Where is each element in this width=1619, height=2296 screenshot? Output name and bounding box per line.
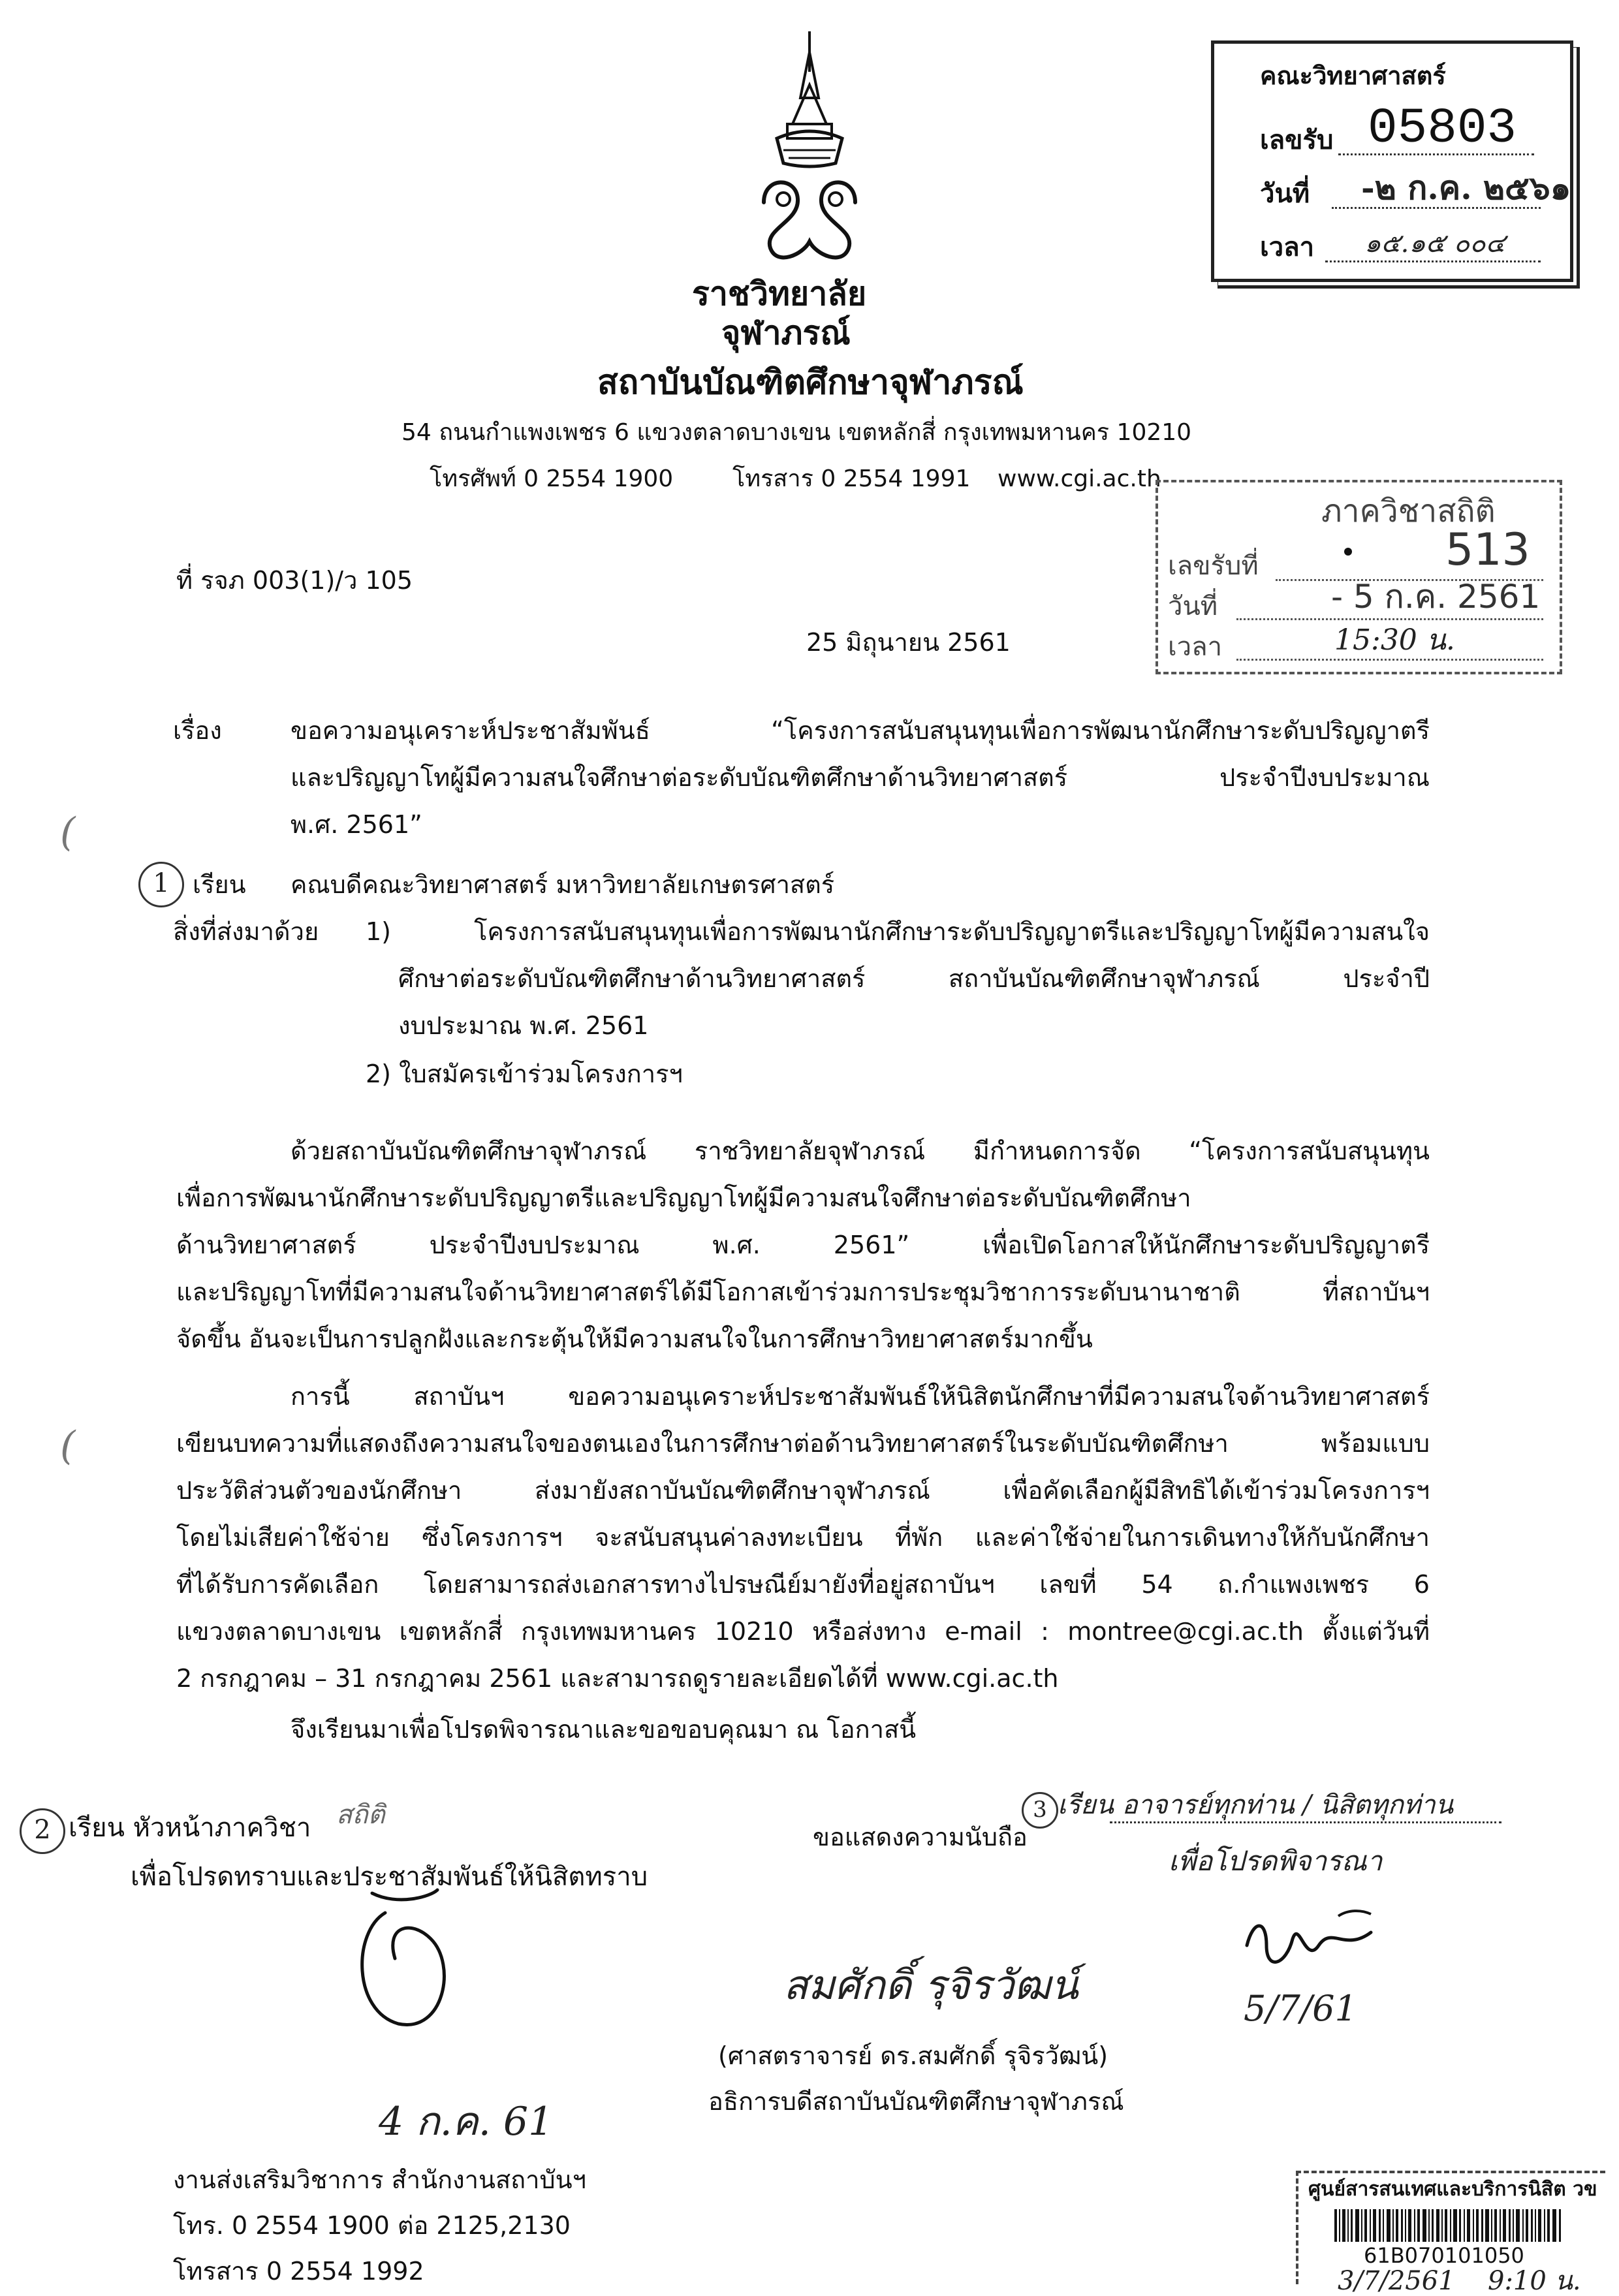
body-paragraph-2-line: ที่ได้รับการคัดเลือก โดยสามารถส่งเอกสารทางไปรษณีย์มายังที่อยู่สถาบันฯ เลขที่ 54 ถ.กำแพงเพชร 6 — [176, 1570, 1430, 1599]
body-paragraph-1-line: ด้านวิทยาศาสตร์ ประจำปีงบประมาณ พ.ศ. 2561” เพื่อเปิดโอกาสให้นักศึกษาระดับปริญญาตรี — [176, 1231, 1430, 1259]
department-receipt-stamp — [1155, 480, 1562, 674]
body-paragraph-2-line: โดยไม่เสียค่าใช้จ่าย ซึ่งโครงการฯ จะสนับสนุนค่าลงทะเบียน ที่พัก และค่าใช้จ่ายในการเดินทางให้กับนักศึกษา — [176, 1523, 1430, 1552]
letterhead-website: www.cgi.ac.th — [998, 465, 1161, 492]
letterhead-address: 54 ถนนกำแพงเพชร 6 แขวงตลาดบางเขน เขตหลักสี่ กรุงเทพมหานคร 10210 — [401, 419, 1192, 446]
annotation-circle-1-number: 1 — [153, 868, 170, 898]
regards: ขอแสดงความนับถือ — [813, 1823, 1028, 1851]
stamp-faculty-title: คณะวิทยาศาสตร์ — [1260, 61, 1446, 90]
stamp-dept-time-label: เวลา — [1168, 632, 1223, 662]
body-paragraph-1-line: ด้วยสถาบันบัณฑิตศึกษาจุฬาภรณ์ ราชวิทยาลัยจุฬาภรณ์ มีกำหนดการจัด “โครงการสนับสนุนทุน — [291, 1137, 1430, 1165]
faculty-receipt-stamp — [1211, 40, 1573, 282]
body-paragraph-1-line: จัดขึ้น อันจะเป็นการปลูกฝังและกระตุ้นให้มีความสนใจในการศึกษาวิทยาศาสตร์มากขึ้น — [176, 1325, 1093, 1353]
annotation-2-date: 4 ก.ค. 61 — [379, 2099, 554, 2145]
subject-line: พ.ศ. 2561” — [291, 810, 422, 839]
stamp-faculty-date-label: วันที่ — [1260, 179, 1310, 209]
crest-emblem — [738, 26, 881, 274]
barcode-stamp-title: ศูนย์สารสนเทศและบริการนิสิต วข — [1308, 2178, 1597, 2201]
annotation-2-line2: เพื่อโปรดทราบและประชาสัมพันธ์ให้นิสิตทราบ — [131, 1862, 648, 1892]
enclosure-1-line: งบประมาณ พ.ศ. 2561 — [398, 1011, 649, 1040]
closing-line: จึงเรียนมาเพื่อโปรดพิจารณาและขอขอบคุณมา ณ โอกาสนี้ — [291, 1715, 917, 1744]
enclosure-1-line: ศึกษาต่อระดับบัณฑิตศึกษาด้านวิทยาศาสตร์ สถาบันบัณฑิตศึกษาจุฬาภรณ์ ประจำปี — [398, 964, 1430, 993]
stamp-dept-date: - 5 ก.ค. 2561 — [1331, 578, 1541, 616]
signer-title: อธิการบดีสถาบันบัณฑิตศึกษาจุฬาภรณ์ — [708, 2087, 1124, 2116]
barcode-stamp-date: 3/7/2561 — [1338, 2266, 1455, 2296]
annotation-2-scrawl: สถิติ — [336, 1800, 385, 1830]
margin-bracket-mark: ( — [60, 810, 76, 855]
annotation-circle-1 — [138, 862, 184, 907]
annotation-circle-3 — [1022, 1792, 1058, 1829]
letterhead-institute: สถาบันบัณฑิตศึกษาจุฬาภรณ์ — [597, 363, 1024, 402]
stamp-faculty-date: -๒ ก.ค. ๒๕๖๑ — [1361, 168, 1571, 207]
annotation-circle-3-number: 3 — [1033, 1797, 1047, 1823]
letterhead-line2: จุฬาภรณ์ — [721, 314, 851, 352]
annotation-3-line2: เพื่อโปรดพิจารณา — [1169, 1845, 1383, 1877]
annotation-3-line1: เรียน อาจารย์ทุกท่าน / นิสิตทุกท่าน — [1058, 1790, 1454, 1820]
body-paragraph-1-line: เพื่อการพัฒนานักศึกษาระดับปริญญาตรีและปริญญาโทผู้มีความสนใจศึกษาต่อระดับบัณฑิตศึกษา — [176, 1184, 1191, 1212]
document-date: 25 มิถุนายน 2561 — [806, 628, 1011, 657]
annotation-2-signature — [339, 1887, 483, 2037]
stamp-faculty-time: ๑๕.๑๕ ๐๐๔ — [1364, 228, 1505, 259]
annotation-circle-2 — [20, 1808, 65, 1854]
barcode-stamp-time: 9:10 น. — [1488, 2266, 1581, 2296]
enclosure-2: 2) ใบสมัครเข้าร่วมโครงการฯ — [366, 1060, 683, 1088]
subject-label: เรื่อง — [173, 716, 222, 745]
barcode-stamp — [1296, 2171, 1605, 2296]
contact-line: โทร. 0 2554 1900 ต่อ 2125,2130 — [173, 2211, 571, 2240]
stamp-faculty-number: 05803 — [1368, 101, 1517, 157]
rector-signature: สมศักดิ์ รุจิรวัฒน์ — [783, 1961, 1078, 2009]
barcode-graphic — [1334, 2209, 1563, 2242]
stamp-dept-date-label: วันที่ — [1168, 591, 1218, 621]
stamp-faculty-number-label: เลขรับ — [1260, 125, 1334, 155]
annotation-circle-2-number: 2 — [34, 1815, 51, 1845]
body-paragraph-2-line: แขวงตลาดบางเขน เขตหลักสี่ กรุงเทพมหานคร 10210 หรือส่งทาง e-mail : montree@cgi.ac.th ตั้งแต่วันที่ — [176, 1617, 1430, 1646]
stamp-dept-number: 513 — [1445, 524, 1530, 576]
annotation-3-signature — [1240, 1906, 1384, 1978]
body-paragraph-2-line: การนี้ สถาบันฯ ขอความอนุเคราะห์ประชาสัมพันธ์ให้นิสิตนักศึกษาที่มีความสนใจด้านวิทยาศาสตร์ — [291, 1382, 1430, 1411]
stamp-faculty-time-label: เวลา — [1260, 232, 1315, 262]
margin-bracket-mark: ( — [60, 1423, 76, 1469]
barcode-code: 61B070101050 — [1364, 2243, 1524, 2268]
body-paragraph-2-line: ประวัติส่วนตัวของนักศึกษา ส่งมายังสถาบันบัณฑิตศึกษาจุฬาภรณ์ เพื่อคัดเลือกผู้มีสิทธิได้เข้าร่วมโครงการฯ — [176, 1476, 1430, 1505]
letterhead-fax: โทรสาร 0 2554 1991 — [732, 465, 971, 492]
signer-name: (ศาสตราจารย์ ดร.สมศักดิ์ รุจิรวัฒน์) — [718, 2041, 1108, 2070]
contact-line: งานส่งเสริมวิชาการ สำนักงานสถาบันฯ — [173, 2165, 586, 2194]
enclosure-label: สิ่งที่ส่งมาด้วย — [173, 917, 319, 946]
annotation-3-date: 5/7/61 — [1244, 1988, 1357, 2029]
document-reference: ที่ รจภ 003(1)/ว 105 — [176, 566, 413, 595]
stamp-dept-time: 15:30 น. — [1334, 623, 1455, 657]
to-recipient: คณบดีคณะวิทยาศาสตร์ มหาวิทยาลัยเกษตรศาสตร์ — [291, 870, 835, 899]
subject-line: และปริญญาโทผู้มีความสนใจศึกษาต่อระดับบัณฑิตศึกษาด้านวิทยาศาสตร์ ประจำปีงบประมาณ — [291, 763, 1430, 792]
contact-line: โทรสาร 0 2554 1992 — [173, 2257, 424, 2286]
annotation-2-line1: เรียน หัวหน้าภาควิชา — [69, 1813, 311, 1843]
body-paragraph-2-line: 2 กรกฎาคม – 31 กรกฎาคม 2561 และสามารถดูรายละเอียดได้ที่ www.cgi.ac.th — [176, 1664, 1059, 1693]
body-paragraph-2-line: เขียนบทความที่แสดงถึงความสนใจของตนเองในการศึกษาต่อด้านวิทยาศาสตร์ในระดับบัณฑิตศึกษา พร้อมแบบ — [176, 1429, 1430, 1458]
stamp-dept-number-label: เลขรับที่ — [1168, 551, 1259, 581]
enclosure-1-line: 1) โครงการสนับสนุนทุนเพื่อการพัฒนานักศึกษาระดับปริญญาตรีและปริญญาโทผู้มีความสนใจ — [366, 917, 1430, 946]
letterhead-line1: ราชวิทยาลัย — [692, 275, 867, 313]
stamp-dept-title: ภาควิชาสถิติ — [1321, 493, 1496, 529]
subject-line: ขอความอนุเคราะห์ประชาสัมพันธ์ “โครงการสนับสนุนทุนเพื่อการพัฒนานักศึกษาระดับปริญญาตรี — [291, 716, 1430, 745]
letterhead-phone: โทรศัพท์ 0 2554 1900 — [430, 465, 674, 492]
to-label: เรียน — [193, 870, 246, 899]
body-paragraph-1-line: และปริญญาโทที่มีความสนใจด้านวิทยาศาสตร์ได้มีโอกาสเข้าร่วมการประชุมวิชาการระดับนานาชาติ ที่สถาบันฯ — [176, 1278, 1430, 1306]
